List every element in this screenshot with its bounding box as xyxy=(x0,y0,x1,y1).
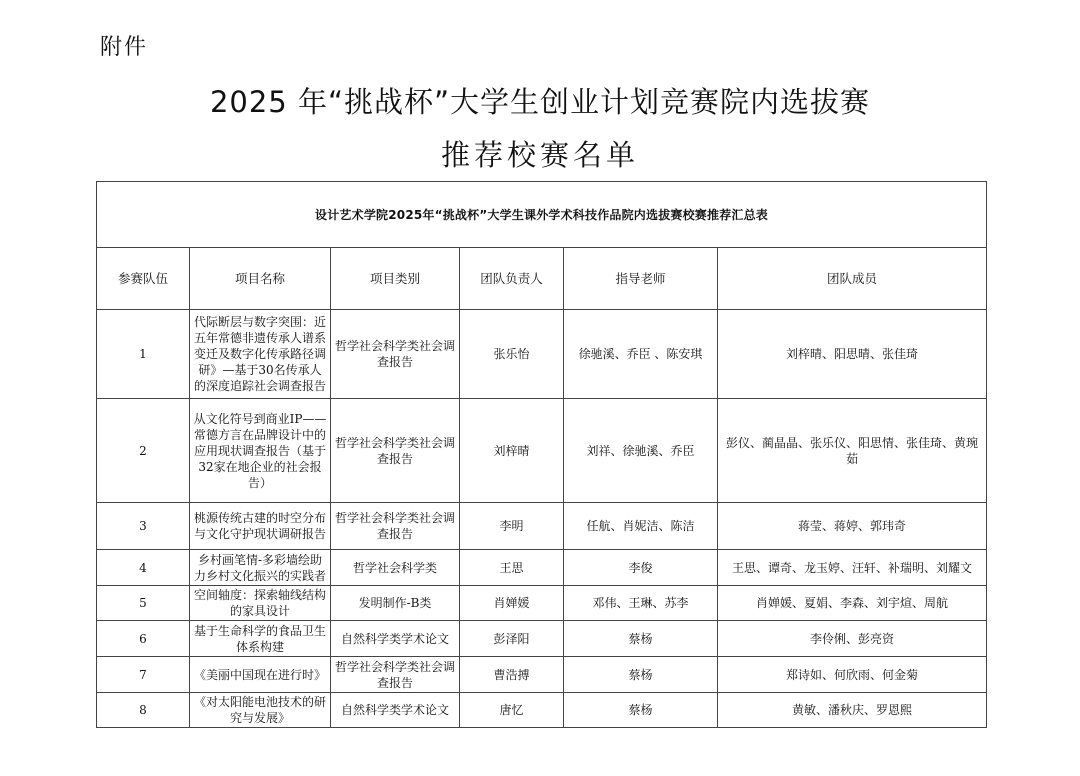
cell-team: 1 xyxy=(97,310,190,399)
cell-members: 彭仪、蔺晶晶、张乐仪、阳思情、张佳琦、黄琬茹 xyxy=(718,399,987,503)
cell-advisors: 蔡杨 xyxy=(564,621,718,657)
table-row xyxy=(97,399,987,503)
cell-category: 哲学社会科学类社会调查报告 xyxy=(331,657,460,693)
cell-team: 3 xyxy=(97,503,190,550)
cell-project: 空间轴度：探索轴线结构的家具设计 xyxy=(190,586,331,621)
cell-advisors: 李俊 xyxy=(564,550,718,586)
document-subtitle: 推荐校赛名单 xyxy=(440,138,639,172)
header-advisors: 指导老师 xyxy=(564,248,718,310)
cell-members: 肖婵媛、夏娟、李森、刘宇煊、周航 xyxy=(718,586,987,621)
cell-category: 发明制作-B类 xyxy=(331,586,460,621)
cell-advisors: 蔡杨 xyxy=(564,657,718,693)
cell-leader: 唐忆 xyxy=(460,693,564,728)
header-team-leader: 团队负责人 xyxy=(460,248,564,310)
header-project-category: 项目类别 xyxy=(331,248,460,310)
cell-team: 7 xyxy=(97,657,190,693)
cell-category: 自然科学类学术论文 xyxy=(331,621,460,657)
cell-advisors: 任航、肖妮洁、陈洁 xyxy=(564,503,718,550)
header-team-members: 团队成员 xyxy=(718,248,987,310)
cell-project: 《对太阳能电池技术的研究与发展》 xyxy=(190,693,331,728)
cell-project: 桃源传统古建的时空分布与文化守护现状调研报告 xyxy=(190,503,331,550)
cell-members: 郑诗如、何欣雨、何金菊 xyxy=(718,657,987,693)
cell-advisors: 徐驰溪、乔臣 、陈安琪 xyxy=(564,310,718,399)
cell-members: 黄敏、潘秋庆、罗恩熙 xyxy=(718,693,987,728)
cell-team: 4 xyxy=(97,550,190,586)
cell-advisors: 蔡杨 xyxy=(564,693,718,728)
header-project-name: 项目名称 xyxy=(190,248,331,310)
cell-members: 李伶俐、彭亮资 xyxy=(718,621,987,657)
table-row xyxy=(97,621,987,657)
cell-leader: 李明 xyxy=(460,503,564,550)
table-row xyxy=(97,586,987,621)
cell-team: 5 xyxy=(97,586,190,621)
table-row xyxy=(97,657,987,693)
cell-category: 哲学社会科学类社会调查报告 xyxy=(331,310,460,399)
table-row xyxy=(97,693,987,728)
table-row xyxy=(97,503,987,550)
cell-leader: 王思 xyxy=(460,550,564,586)
header-team: 参赛队伍 xyxy=(97,248,190,310)
cell-project: 代际断层与数字突围：近五年常德非遗传承人谱系变迁及数字化传承路径调研》—基于30名传承人的深度追踪社会调查报告 xyxy=(190,310,331,399)
cell-advisors: 邓伟、王琳、苏李 xyxy=(564,586,718,621)
cell-team: 6 xyxy=(97,621,190,657)
cell-leader: 曹浩搏 xyxy=(460,657,564,693)
cell-category: 哲学社会科学类社会调查报告 xyxy=(331,399,460,503)
document-title: 2025 年“挑战杯”大学生创业计划竞赛院内选拔赛 xyxy=(209,85,871,119)
cell-team: 8 xyxy=(97,693,190,728)
cell-project: 《美丽中国现在进行时》 xyxy=(190,657,331,693)
cell-project: 基于生命科学的食品卫生体系构建 xyxy=(190,621,331,657)
cell-members: 蒋莹、蒋婷、郭玮奇 xyxy=(718,503,987,550)
summary-table xyxy=(96,181,987,728)
cell-category: 哲学社会科学类社会调查报告 xyxy=(331,503,460,550)
cell-members: 王思、谭奇、龙玉婷、汪轩、补瑞明、刘耀文 xyxy=(718,550,987,586)
cell-project: 乡村画笔情-多彩墙绘助力乡村文化振兴的实践者 xyxy=(190,550,331,586)
cell-team: 2 xyxy=(97,399,190,503)
cell-leader: 刘梓晴 xyxy=(460,399,564,503)
attachment-label: 附件 xyxy=(100,35,149,60)
cell-leader: 肖婵媛 xyxy=(460,586,564,621)
table-caption-row xyxy=(97,182,987,248)
table-header-row xyxy=(97,248,987,310)
cell-members: 刘梓晴、阳思晴、张佳琦 xyxy=(718,310,987,399)
table-caption: 设计艺术学院2025年“挑战杯”大学生课外学术科技作品院内选拔赛校赛推荐汇总表 xyxy=(97,182,987,248)
table-row xyxy=(97,310,987,399)
cell-category: 哲学社会科学类 xyxy=(331,550,460,586)
cell-advisors: 刘祥、徐驰溪、乔臣 xyxy=(564,399,718,503)
cell-category: 自然科学类学术论文 xyxy=(331,693,460,728)
table-row xyxy=(97,550,987,586)
cell-leader: 张乐怡 xyxy=(460,310,564,399)
cell-leader: 彭泽阳 xyxy=(460,621,564,657)
cell-project: 从文化符号到商业IP——常德方言在品牌设计中的应用现状调查报告（基于32家在地企业的社会报告） xyxy=(190,399,331,503)
